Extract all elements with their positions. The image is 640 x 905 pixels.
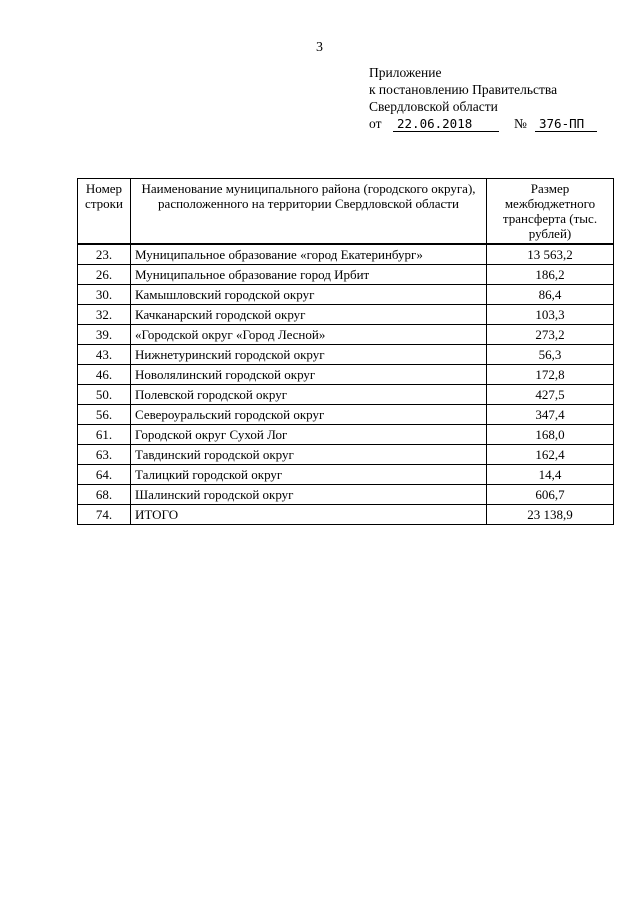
table-row [78,325,614,345]
row-number: 74. [78,505,131,525]
table-row [78,265,614,285]
transfer-amount: 427,5 [487,385,614,405]
municipality-name: Муниципальное образование «город Екатеринбург» [131,244,487,265]
row-number: 30. [78,285,131,305]
transfer-amount: 14,4 [487,465,614,485]
municipality-name: Талицкий городской округ [131,465,487,485]
row-number: 63. [78,445,131,465]
transfer-amount: 273,2 [487,325,614,345]
municipality-name: Муниципальное образование город Ирбит [131,265,487,285]
row-number: 32. [78,305,131,325]
municipality-name: Городской округ Сухой Лог [131,425,487,445]
municipality-name: Тавдинский городской округ [131,445,487,465]
header-transfer-amount: Размер межбюджетного трансферта (тыс. рублей) [487,179,614,245]
row-number: 39. [78,325,131,345]
municipality-name: «Городской округ «Город Лесной» [131,325,487,345]
table-row [78,285,614,305]
transfer-amount: 168,0 [487,425,614,445]
total-amount: 23 138,9 [487,505,614,525]
table-header-row [78,179,614,245]
table-row [78,305,614,325]
table-row [78,485,614,505]
number-label: № [514,116,527,131]
transfer-amount: 103,3 [487,305,614,325]
table-row [78,405,614,425]
header-row-number: Номер строки [78,179,131,245]
table-row [78,365,614,385]
transfer-amount: 606,7 [487,485,614,505]
table-row [78,244,614,265]
transfer-amount: 347,4 [487,405,614,425]
total-label: ИТОГО [131,505,487,525]
row-number: 26. [78,265,131,285]
from-label: от [369,116,382,131]
table-total-row [78,505,614,525]
page-number: 3 [316,40,323,55]
resolution-number: 376-ПП [535,115,597,132]
transfer-amount: 56,3 [487,345,614,365]
appendix-resolution: к постановлению Правительства [369,82,558,97]
table-row [78,465,614,485]
row-number: 23. [78,244,131,265]
transfer-amount: 13 563,2 [487,244,614,265]
row-number: 64. [78,465,131,485]
municipality-name: Камышловский городской округ [131,285,487,305]
row-number: 61. [78,425,131,445]
transfer-amount: 186,2 [487,265,614,285]
municipality-name: Североуральский городской округ [131,405,487,425]
table-row [78,425,614,445]
header-municipality: Наименование муниципального района (городского округа), расположенного на территории Свердловской области [131,179,487,245]
row-number: 43. [78,345,131,365]
municipality-name: Полевской городской округ [131,385,487,405]
row-number: 56. [78,405,131,425]
municipality-name: Новолялинский городской округ [131,365,487,385]
appendix-region: Свердловской области [369,99,498,114]
transfer-amount: 162,4 [487,445,614,465]
row-number: 46. [78,365,131,385]
table-row [78,385,614,405]
appendix-title: Приложение [369,65,442,80]
transfer-amount: 86,4 [487,285,614,305]
appendix-header [369,64,585,133]
row-number: 50. [78,385,131,405]
transfer-amount: 172,8 [487,365,614,385]
transfers-table [77,178,614,525]
table-row [78,445,614,465]
municipality-name: Шалинский городской округ [131,485,487,505]
table-row [78,345,614,365]
resolution-date: 22.06.2018 [393,115,499,132]
row-number: 68. [78,485,131,505]
municipality-name: Нижнетуринский городской округ [131,345,487,365]
appendix-date-row [369,115,585,133]
municipality-name: Качканарский городской округ [131,305,487,325]
